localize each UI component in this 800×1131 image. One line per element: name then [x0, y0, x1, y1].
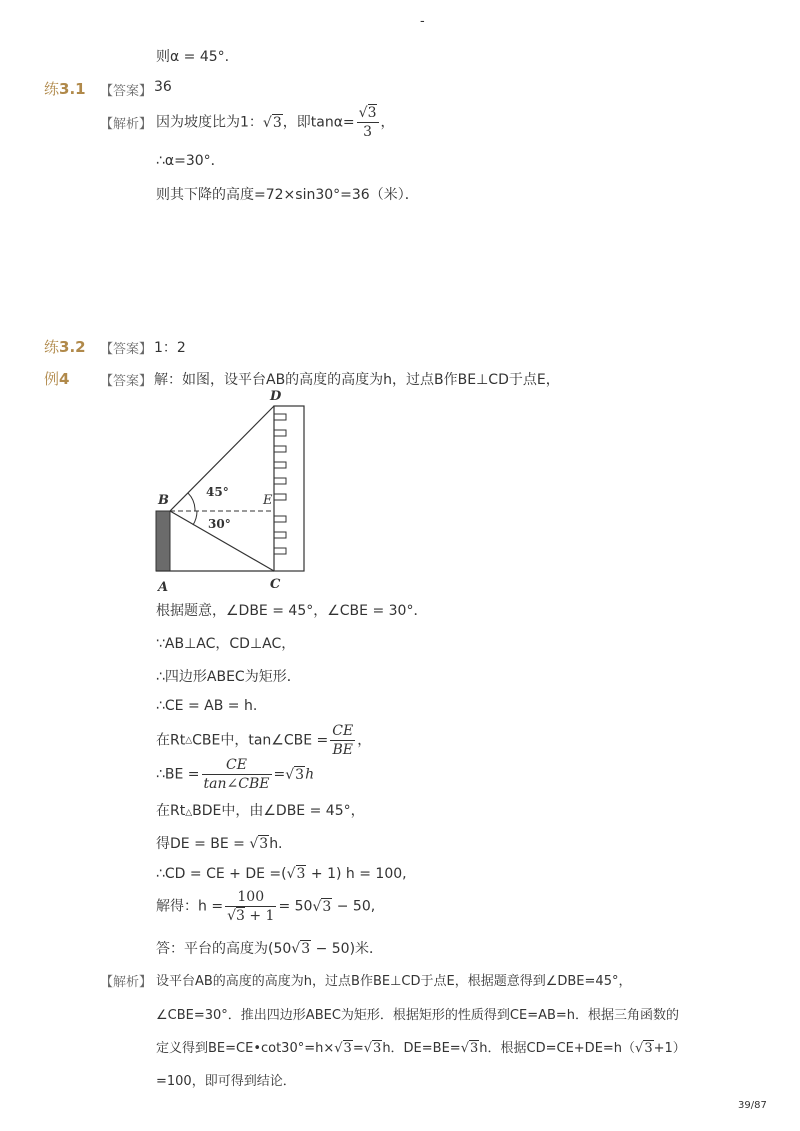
exercise-3-1-label: 练3.1: [44, 80, 86, 98]
answer-tag: 【答案】: [100, 342, 153, 357]
solution-step-8: 得DE = BE = √3h.: [156, 836, 283, 852]
top-mark: -: [420, 14, 425, 29]
angle-45-label: 45°: [206, 485, 229, 499]
analysis-line-3: 定义得到BE=CE•cot30°=h×√3=√3h．DE=BE=√3h．根据CD=CE+DE=h（√3+1）: [156, 1041, 686, 1056]
analysis-line-1: 因为坡度比为1：√3，即tanα= $\frac{√3}{3}$ ，: [156, 105, 395, 140]
analysis-tag: 【解析】: [100, 117, 153, 132]
analysis-line-2: ∴α=30°．: [156, 153, 225, 169]
analysis-line-1: 设平台AB的高度的高度为h，过点B作BE⊥CD于点E，根据题意得到∠DBE=45°，: [156, 974, 632, 989]
pole-ticks: [274, 414, 286, 554]
solution-step-9: ∴CD = CE + DE =(√3 + 1) h = 100,: [156, 866, 407, 882]
point-c-label: C: [270, 577, 281, 592]
analysis-tag: 【解析】: [100, 975, 153, 990]
angle-arc-45: [188, 493, 195, 511]
alpha-line: 则α = 45°.: [156, 49, 230, 65]
platform-ab: [156, 511, 170, 571]
answer-tag: 【答案】: [100, 374, 153, 389]
solution-step-2: ∵AB⊥AC，CD⊥AC，: [156, 636, 296, 652]
angle-arc-30: [193, 511, 197, 525]
answer-tag: 【答案】: [100, 84, 153, 99]
solution-step-11: 答：平台的高度为(50√3 − 50)米．: [156, 941, 384, 957]
geometry-figure: [150, 386, 320, 596]
point-d-label: D: [270, 389, 282, 404]
example-4-label: 例4: [44, 370, 70, 388]
point-e-label: E: [263, 493, 273, 508]
solution-step-6: ∴BE = $\frac{CE}{\text{tan∠CBE}}$ =√3h: [156, 757, 315, 792]
solution-step-10: 解得：h = $\frac{100}{√3 + 1}$ = 50√3 − 50,: [156, 889, 376, 924]
solution-step-3: ∴四边形ABEC为矩形．: [156, 669, 301, 685]
angle-30-label: 30°: [208, 517, 231, 531]
solution-step-5: 在Rt△CBE中，tan∠CBE = $\frac{CE}{BE}$ ，: [156, 723, 372, 758]
solution-step-4: ∴CE = AB = h.: [156, 698, 258, 714]
analysis-line-3: 则其下降的高度=72×sin30°=36（米）．: [156, 187, 419, 203]
point-a-label: A: [158, 580, 169, 595]
answer-value: 36: [154, 79, 172, 95]
exercise-3-2-label: 练3.2: [44, 338, 86, 356]
solution-step-7: 在Rt△BDE中，由∠DBE = 45°，: [156, 803, 365, 819]
point-b-label: B: [158, 493, 169, 508]
page-number: 39/87: [738, 1100, 767, 1111]
solution-intro: 解：如图，设平台AB的高度的高度为h，过点B作BE⊥CD于点E，: [154, 372, 560, 388]
answer-value: 1：2: [154, 340, 186, 356]
analysis-line-4: =100，即可得到结论．: [156, 1074, 296, 1089]
analysis-line-2: ∠CBE=30°．推出四边形ABEC为矩形．根据矩形的性质得到CE=AB=h．根据三角函数的: [156, 1008, 680, 1023]
solution-step-1: 根据题意，∠DBE = 45°，∠CBE = 30°．: [156, 603, 428, 619]
pole-outline: [274, 406, 304, 571]
